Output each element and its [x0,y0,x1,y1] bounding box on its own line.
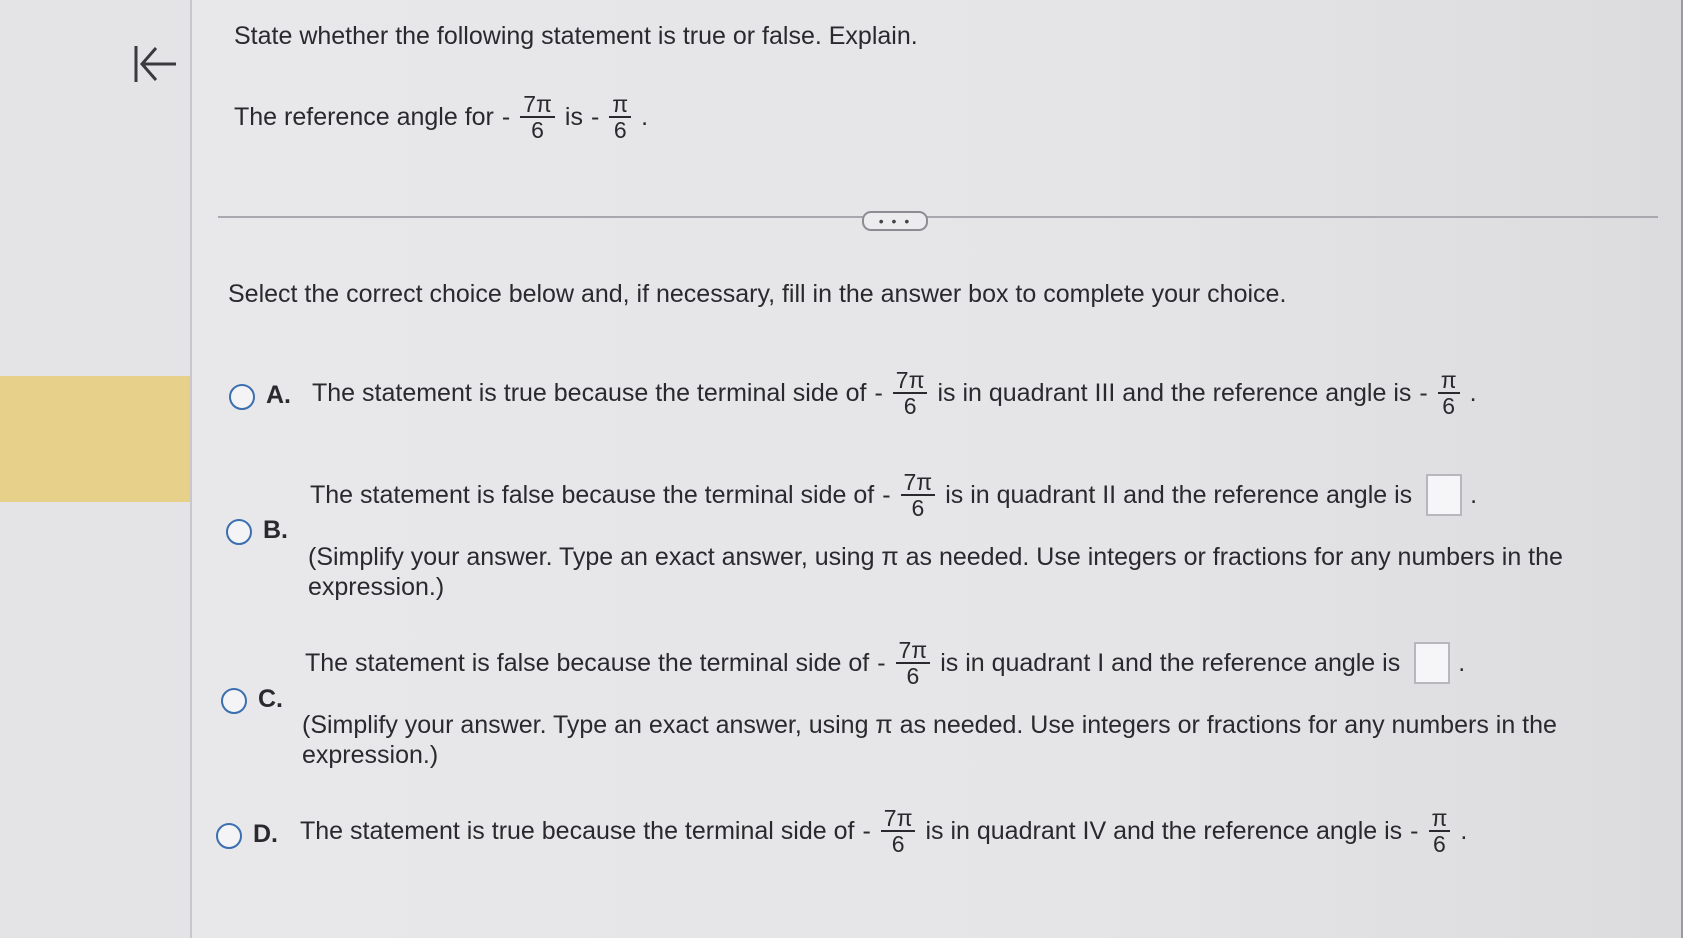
radio-button-a[interactable] [229,384,255,410]
choice-text [305,638,1465,688]
choice-end: . [1460,816,1468,845]
choice-letter: C. [258,685,283,713]
minus-sign: - [1410,816,1419,845]
fraction-numerator: 7π [893,368,928,394]
statement-mid: is [564,102,583,131]
more-options-button[interactable]: • • • [862,211,928,231]
choice-text-before: The statement is false because the terminal side of [310,480,875,509]
fraction-numerator: 7π [881,806,916,832]
highlight-band [0,376,190,502]
minus-sign: - [590,102,600,131]
choice-letter: B. [263,516,288,544]
reference-fraction [1438,368,1460,418]
choice-letter: A. [266,381,291,409]
choice-text [312,368,1477,418]
choice-text-before: The statement is true because the terminal side of [300,816,855,845]
fraction-denominator: 6 [911,495,925,522]
angle-fraction [881,806,916,856]
fraction-denominator: 6 [1433,831,1446,858]
reference-fraction [609,92,631,142]
minus-sign: - [501,102,511,131]
minus-sign: - [882,480,891,509]
radio-button-b[interactable] [226,519,252,545]
section-divider [218,216,1658,218]
choice-text [300,806,1467,856]
fraction-denominator: 6 [1442,393,1456,420]
fraction-denominator: 6 [613,117,627,144]
angle-fraction [893,368,928,418]
answer-input-box[interactable] [1414,642,1450,684]
answer-instructions: (Simplify your answer. Type an exact answer, using π as needed. Use integers or fractions for any numbers in the expression.) [302,711,1557,769]
answer-instructions: (Simplify your answer. Type an exact answer, using π as needed. Use integers or fractions for any numbers in the expression.) [308,543,1563,601]
fraction-denominator: 6 [903,393,917,420]
choice-text-before: The statement is false because the terminal side of [305,648,870,677]
radio-button-d[interactable] [216,823,242,849]
fraction-numerator: π [1438,368,1460,394]
choice-text-before: The statement is true because the terminal side of [312,378,867,407]
fraction-denominator: 6 [906,663,920,690]
choice-text [310,470,1477,520]
choice-letter: D. [253,820,278,848]
fraction-numerator: π [1429,806,1451,832]
choice-text-after: is in quadrant I and the reference angle is [940,648,1401,677]
fraction-numerator: 7π [520,92,555,118]
fraction-numerator: 7π [901,470,936,496]
choice-end: . [1458,648,1466,677]
choice-text-after: is in quadrant III and the reference angle is [937,378,1412,407]
choice-text-after: is in quadrant II and the reference angle is [945,480,1413,509]
instruction-text: Select the correct choice below and, if necessary, fill in the answer box to complete your choice. [228,280,1287,308]
fraction-numerator: 7π [896,638,931,664]
minus-sign: - [1419,378,1428,407]
radio-button-c[interactable] [221,688,247,714]
choice-end: . [1470,480,1478,509]
angle-fraction [896,638,931,688]
choice-text-after: is in quadrant IV and the reference angle is [925,816,1403,845]
minus-sign: - [877,648,886,677]
fraction-numerator: π [609,92,631,118]
fraction-denominator: 6 [891,831,905,858]
question-statement [234,92,648,142]
choice-end: . [1469,378,1477,407]
back-to-start-icon[interactable] [130,40,180,90]
statement-prefix: The reference angle for [234,102,494,131]
reference-fraction [1429,806,1451,856]
angle-fraction [520,92,555,142]
answer-input-box[interactable] [1426,474,1462,516]
question-title: State whether the following statement is true or false. Explain. [234,22,918,50]
minus-sign: - [874,378,883,407]
fraction-denominator: 6 [531,117,544,144]
angle-fraction [901,470,936,520]
minus-sign: - [862,816,871,845]
statement-end: . [641,102,649,131]
